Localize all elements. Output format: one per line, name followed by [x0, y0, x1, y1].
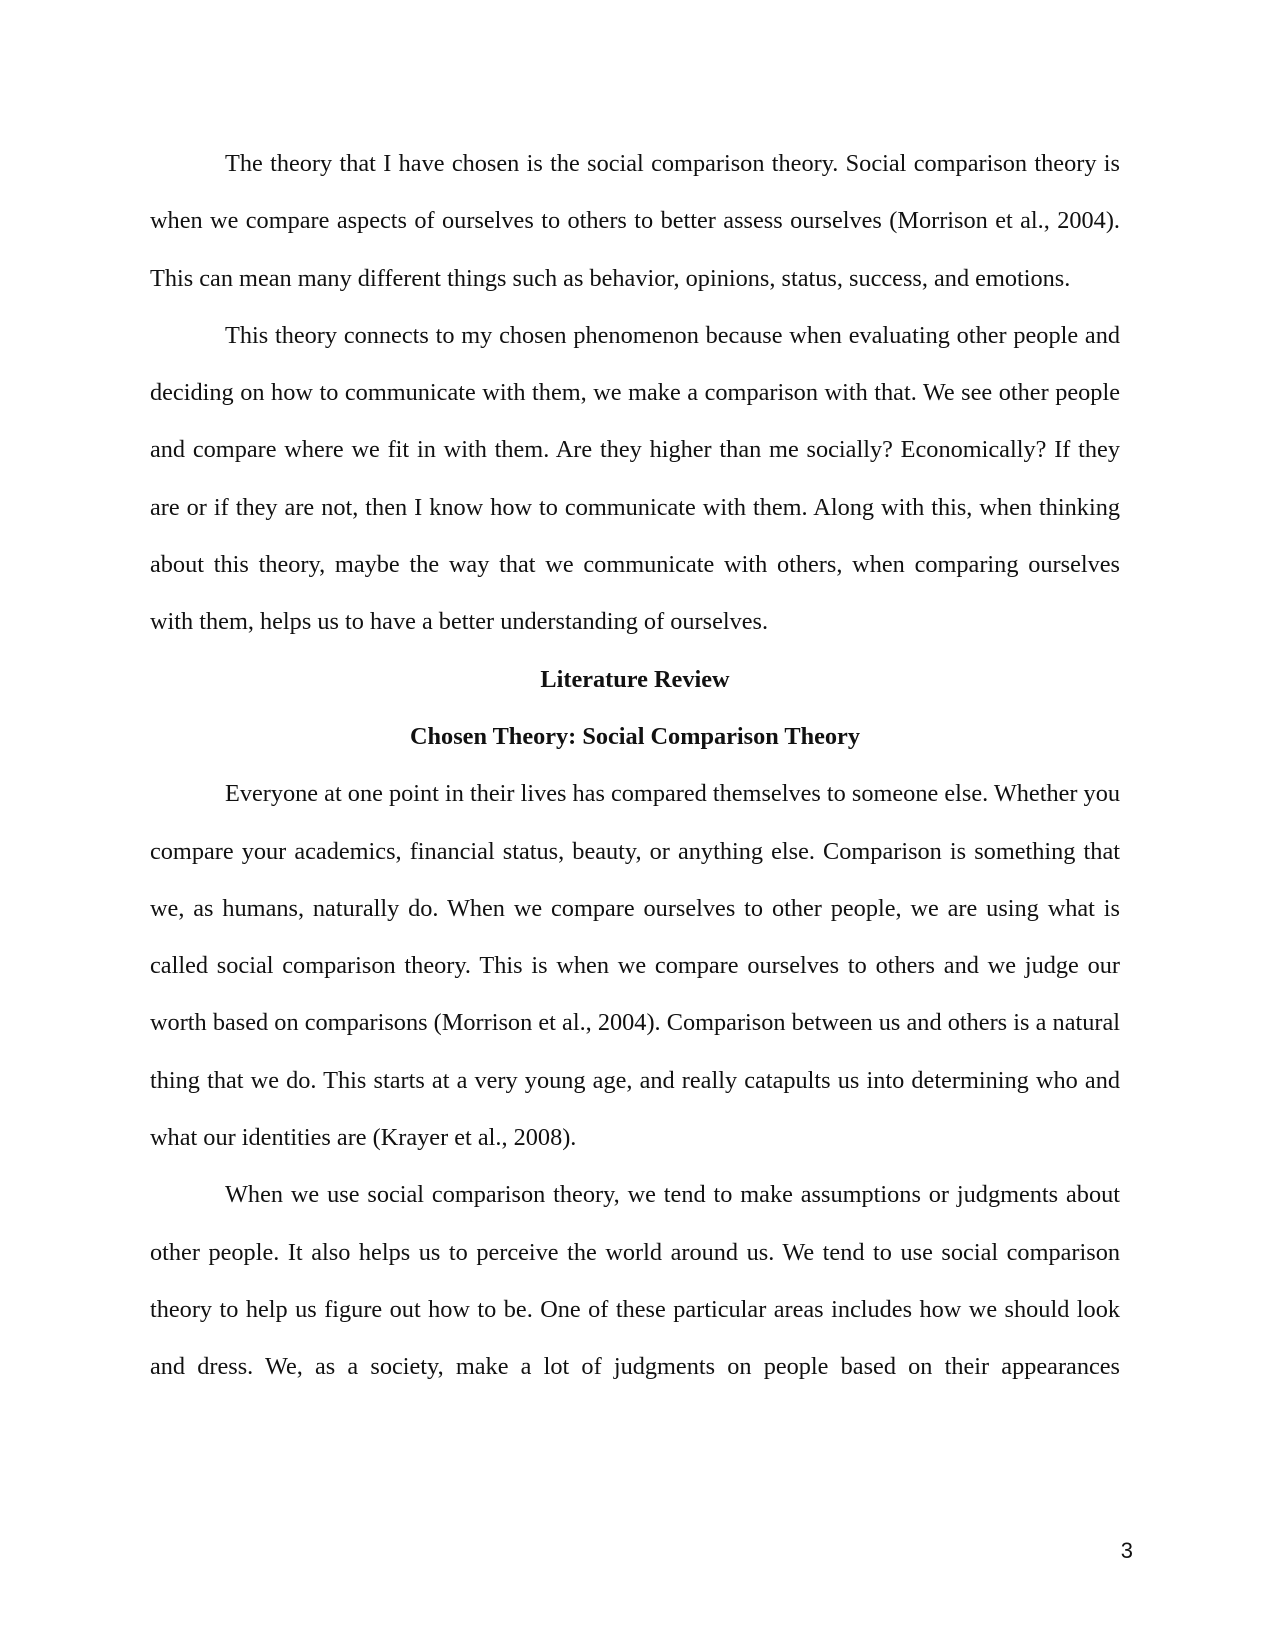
paragraph-theory-connection: This theory connects to my chosen phenomenon because when evaluating other people and deciding on how to communicate with them, we make a comparison with that. We see other people and compare where we fit in with them. Are they higher than me socially? Economically? If they are or if they are not, then I know how to communicate with them. Along with this, when thinking about this theory, maybe the way that we communicate with others, when comparing ourselves with them, helps us to have a better understanding of ourselves. — [150, 321, 1120, 636]
paragraph-comparison-judgments: When we use social comparison theory, we tend to make assumptions or judgments about other people. It also helps us to perceive the world around us. We tend to use social comparison theory to help us figure out how to be. One of these particular areas includes how we should look and dress. We, as a society, make a lot of judgments on people based on their appearances — [150, 1181, 1120, 1381]
heading-literature-review: Literature Review — [540, 665, 730, 693]
page-number: 3 — [1120, 1538, 1133, 1563]
document-body — [150, 135, 1120, 1396]
paragraph-comparison-everyone: Everyone at one point in their lives has compared themselves to someone else. Whether you compare your academics, financial status, beauty, or anything else. Comparison is something that we, as humans, naturally do. When we compare ourselves to other people, we are using what is called social comparison theory. This is when we compare ourselves to others and we judge our worth based on comparisons (Morrison et al., 2004). Comparison between us and others is a natural thing that we do. This starts at a very young age, and really catapults us into determining who and what our identities are (Krayer et al., 2008). — [150, 780, 1120, 1152]
heading-chosen-theory: Chosen Theory: Social Comparison Theory — [410, 722, 860, 750]
paragraph-theory-intro: The theory that I have chosen is the social comparison theory. Social comparison theory is when we compare aspects of ourselves to others to better assess ourselves (Morrison et al., 2004). This can mean many different things such as behavior, opinions, status, success, and emotions. — [150, 150, 1120, 292]
